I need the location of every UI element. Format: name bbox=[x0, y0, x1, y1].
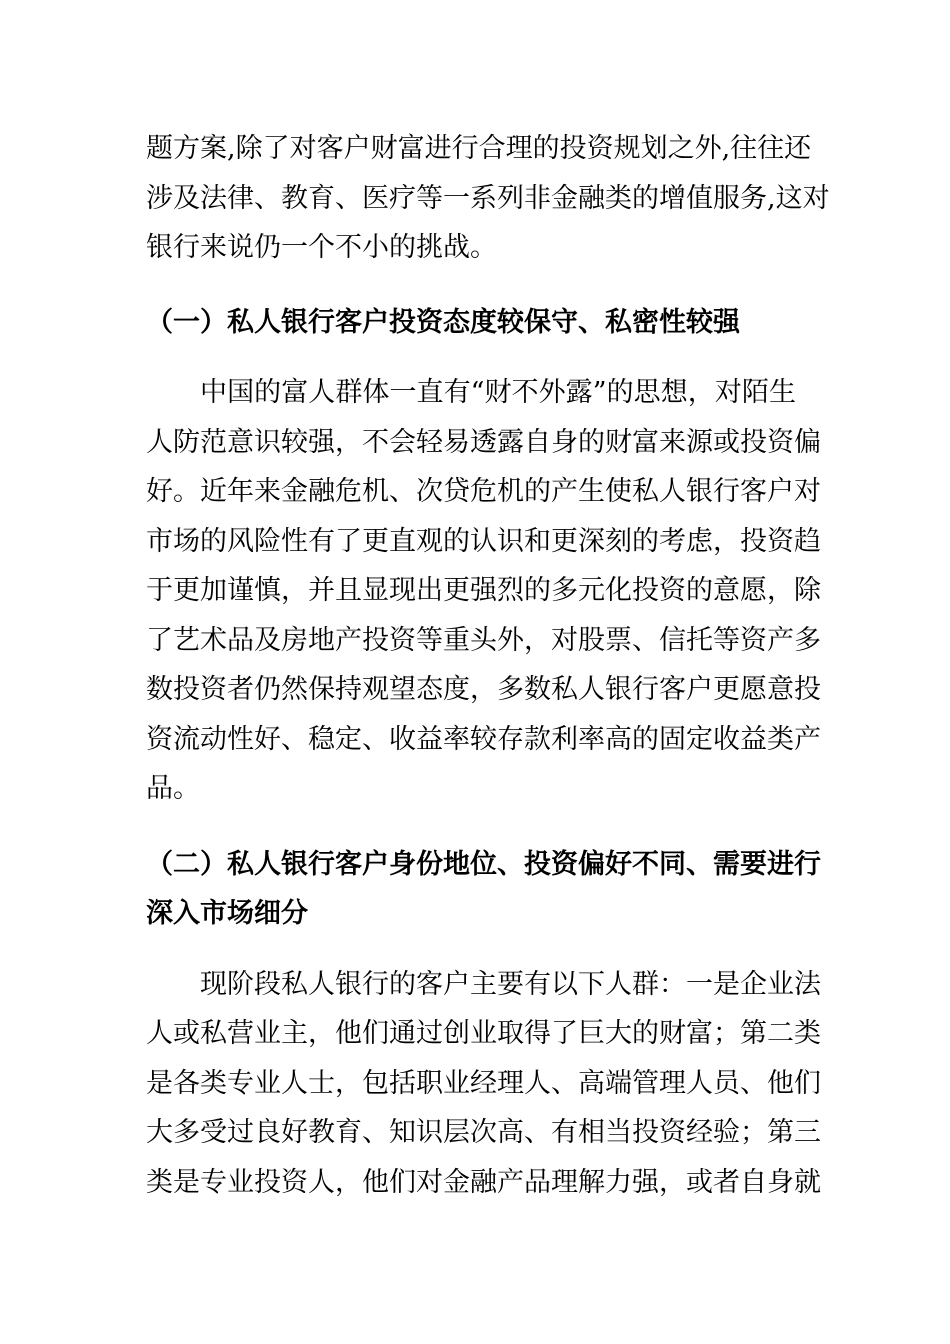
text-line: 涉及法律、教育、医疗等一系列非金融类的增值服务,这对 bbox=[146, 182, 830, 214]
document-body bbox=[146, 124, 830, 1207]
heading-line: 深入市场细分 bbox=[146, 898, 308, 929]
text-line: 大多受过良好教育、知识层次高、有相当投资经验；第三 bbox=[146, 1117, 821, 1148]
text-line: 于更加谨慎，并且显现出更强烈的多元化投资的意愿，除 bbox=[146, 575, 821, 606]
text-line: 了艺术品及房地产投资等重头外，对股票、信托等资产多 bbox=[146, 624, 821, 656]
heading-line: （一）私人银行客户投资态度较保守、私密性较强 bbox=[146, 306, 740, 338]
text-line: 类是专业投资人，他们对金融产品理解力强，或者自身就 bbox=[146, 1166, 821, 1198]
text-line: 中国的富人群体一直有“财不外露”的思想，对陌生 bbox=[200, 377, 796, 408]
text-line: 现阶段私人银行的客户主要有以下人群：一是企业法 bbox=[200, 968, 821, 1000]
text-line: 人或私营业主，他们通过创业取得了巨大的财富；第二类 bbox=[146, 1018, 821, 1049]
text-line: 好。近年来金融危机、次贷危机的产生使私人银行客户对 bbox=[146, 476, 821, 507]
text-line: 市场的风险性有了更直观的认识和更深刻的考虑，投资趋 bbox=[146, 525, 821, 557]
section-1-paragraph bbox=[146, 368, 821, 814]
text-line: 是各类专业人士，包括职业经理人、高端管理人员、他们 bbox=[146, 1067, 821, 1099]
text-line: 人防范意识较强，不会轻易透露自身的财富来源或投资偏 bbox=[146, 426, 821, 458]
heading-line: （二）私人银行客户身份地位、投资偏好不同、需要进行 bbox=[146, 848, 821, 880]
section-1 bbox=[146, 298, 821, 814]
text-line: 数投资者仍然保持观望态度，多数私人银行客户更愿意投 bbox=[146, 674, 821, 705]
text-line: 银行来说仍一个不小的挑战。 bbox=[146, 232, 497, 263]
section-2-paragraph bbox=[146, 960, 821, 1208]
text-line: 资流动性好、稳定、收益率较存款利率高的固定收益类产 bbox=[146, 723, 821, 755]
text-line: 题方案,除了对客户财富进行合理的投资规划之外,往往还 bbox=[146, 133, 812, 164]
text-line: 品。 bbox=[146, 773, 200, 804]
intro-paragraph bbox=[146, 124, 830, 273]
section-2 bbox=[146, 840, 821, 1208]
section-2-heading bbox=[146, 840, 821, 939]
section-1-heading bbox=[146, 298, 796, 348]
